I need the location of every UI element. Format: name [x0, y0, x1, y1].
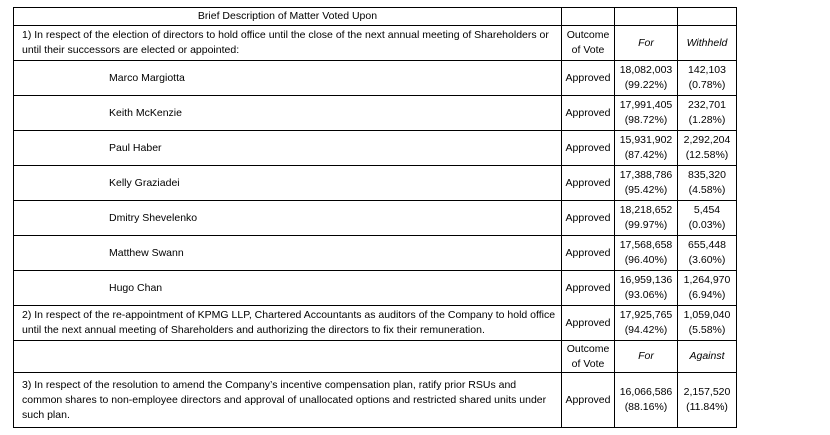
withheld-percent: (6.94%) — [688, 289, 726, 301]
resolution-2-outcome: Approved — [562, 306, 615, 341]
for-percent: (96.40%) — [624, 254, 668, 266]
resolution-1-text: 1) In respect of the election of directors to hold office until the close of the next annual meeting of Shareholders or until their successors are elected or appointed: — [14, 26, 562, 61]
director-withheld — [678, 236, 737, 271]
withheld-votes: 1,059,040 — [683, 309, 731, 321]
director-for — [615, 236, 678, 271]
for-votes: 16,066,586 — [619, 386, 673, 398]
for-percent: (95.42%) — [624, 184, 668, 196]
director-row — [14, 166, 737, 201]
for-votes: 18,218,652 — [619, 204, 673, 216]
resolution-2-text: 2) In respect of the re-appointment of KPMG LLP, Chartered Accountants as auditors of the Company to hold office until the next annual meeting of Shareholders and authorizing the directors to fix their remuneration. — [14, 306, 562, 341]
against-percent: (11.84%) — [686, 401, 728, 413]
director-outcome: Approved — [562, 236, 615, 271]
for-percent: (87.42%) — [624, 149, 668, 161]
director-name: Keith McKenzie — [14, 96, 562, 131]
director-withheld — [678, 271, 737, 306]
director-name: Dmitry Shevelenko — [14, 201, 562, 236]
director-row — [14, 96, 737, 131]
for-votes: 17,925,765 — [619, 309, 673, 321]
resolution-2-for — [615, 306, 678, 341]
for-header: For — [615, 26, 678, 61]
for-votes: 16,959,136 — [619, 274, 673, 286]
withheld-header: Withheld — [678, 26, 737, 61]
director-row — [14, 271, 737, 306]
withheld-votes: 1,264,970 — [683, 274, 731, 286]
director-outcome: Approved — [562, 61, 615, 96]
director-for — [615, 166, 678, 201]
resolution-3-for — [615, 373, 678, 428]
director-outcome: Approved — [562, 166, 615, 201]
withheld-percent: (0.78%) — [688, 79, 726, 91]
director-name: Marco Margiotta — [14, 61, 562, 96]
director-name: Hugo Chan — [14, 271, 562, 306]
for-votes: 17,388,786 — [619, 169, 673, 181]
table-title-row — [14, 8, 737, 26]
director-for — [615, 271, 678, 306]
director-withheld — [678, 201, 737, 236]
for-percent: (99.22%) — [624, 79, 668, 91]
director-withheld — [678, 131, 737, 166]
for-votes: 15,931,902 — [619, 134, 673, 146]
director-name: Matthew Swann — [14, 236, 562, 271]
vote-results-table — [13, 7, 737, 428]
resolution-2-row — [14, 306, 737, 341]
header-row-2 — [14, 341, 737, 373]
withheld-votes: 232,701 — [688, 99, 726, 111]
withheld-percent: (0.03%) — [688, 219, 726, 231]
empty-cell — [678, 8, 737, 26]
director-outcome: Approved — [562, 96, 615, 131]
director-row — [14, 201, 737, 236]
empty-cell — [562, 8, 615, 26]
table-title: Brief Description of Matter Voted Upon — [14, 8, 562, 26]
for-votes: 17,568,658 — [619, 239, 673, 251]
withheld-percent: (5.58%) — [688, 324, 726, 336]
director-withheld — [678, 166, 737, 201]
empty-cell — [14, 341, 562, 373]
director-outcome: Approved — [562, 131, 615, 166]
against-votes: 2,157,520 — [683, 386, 731, 398]
withheld-votes: 142,103 — [688, 64, 726, 76]
director-name: Paul Haber — [14, 131, 562, 166]
resolution-3-text: 3) In respect of the resolution to amend the Company’s incentive compensation plan, ratify prior RSUs and common shares to non-employee directors and approval of unallocated options and restricted shared units under such plan. — [14, 373, 562, 428]
director-for — [615, 96, 678, 131]
director-for — [615, 201, 678, 236]
for-votes: 18,082,003 — [619, 64, 673, 76]
withheld-votes: 5,454 — [693, 204, 721, 216]
for-percent: (93.06%) — [624, 289, 668, 301]
resolution-2-withheld — [678, 306, 737, 341]
director-for — [615, 131, 678, 166]
withheld-percent: (3.60%) — [688, 254, 726, 266]
against-header: Against — [678, 341, 737, 373]
director-row — [14, 131, 737, 166]
director-outcome: Approved — [562, 271, 615, 306]
withheld-percent: (12.58%) — [685, 149, 729, 161]
director-row — [14, 61, 737, 96]
director-withheld — [678, 96, 737, 131]
withheld-votes: 835,320 — [688, 169, 726, 181]
director-for — [615, 61, 678, 96]
for-header-2: For — [615, 341, 678, 373]
withheld-percent: (1.28%) — [688, 114, 726, 126]
resolution-3-outcome: Approved — [562, 373, 615, 428]
for-votes: 17,991,405 — [619, 99, 673, 111]
for-percent: (98.72%) — [624, 114, 668, 126]
outcome-header-2: Outcome of Vote — [562, 341, 615, 373]
outcome-header: Outcome of Vote — [562, 26, 615, 61]
for-percent: (88.16%) — [624, 401, 668, 413]
resolution-1-row — [14, 26, 737, 61]
director-name: Kelly Graziadei — [14, 166, 562, 201]
resolution-3-row — [14, 373, 737, 428]
empty-cell — [615, 8, 678, 26]
for-percent: (99.97%) — [624, 219, 668, 231]
director-outcome: Approved — [562, 201, 615, 236]
withheld-percent: (4.58%) — [688, 184, 726, 196]
withheld-votes: 655,448 — [688, 239, 726, 251]
resolution-3-against — [678, 373, 737, 428]
director-withheld — [678, 61, 737, 96]
for-percent: (94.42%) — [624, 324, 668, 336]
withheld-votes: 2,292,204 — [683, 134, 731, 146]
director-row — [14, 236, 737, 271]
